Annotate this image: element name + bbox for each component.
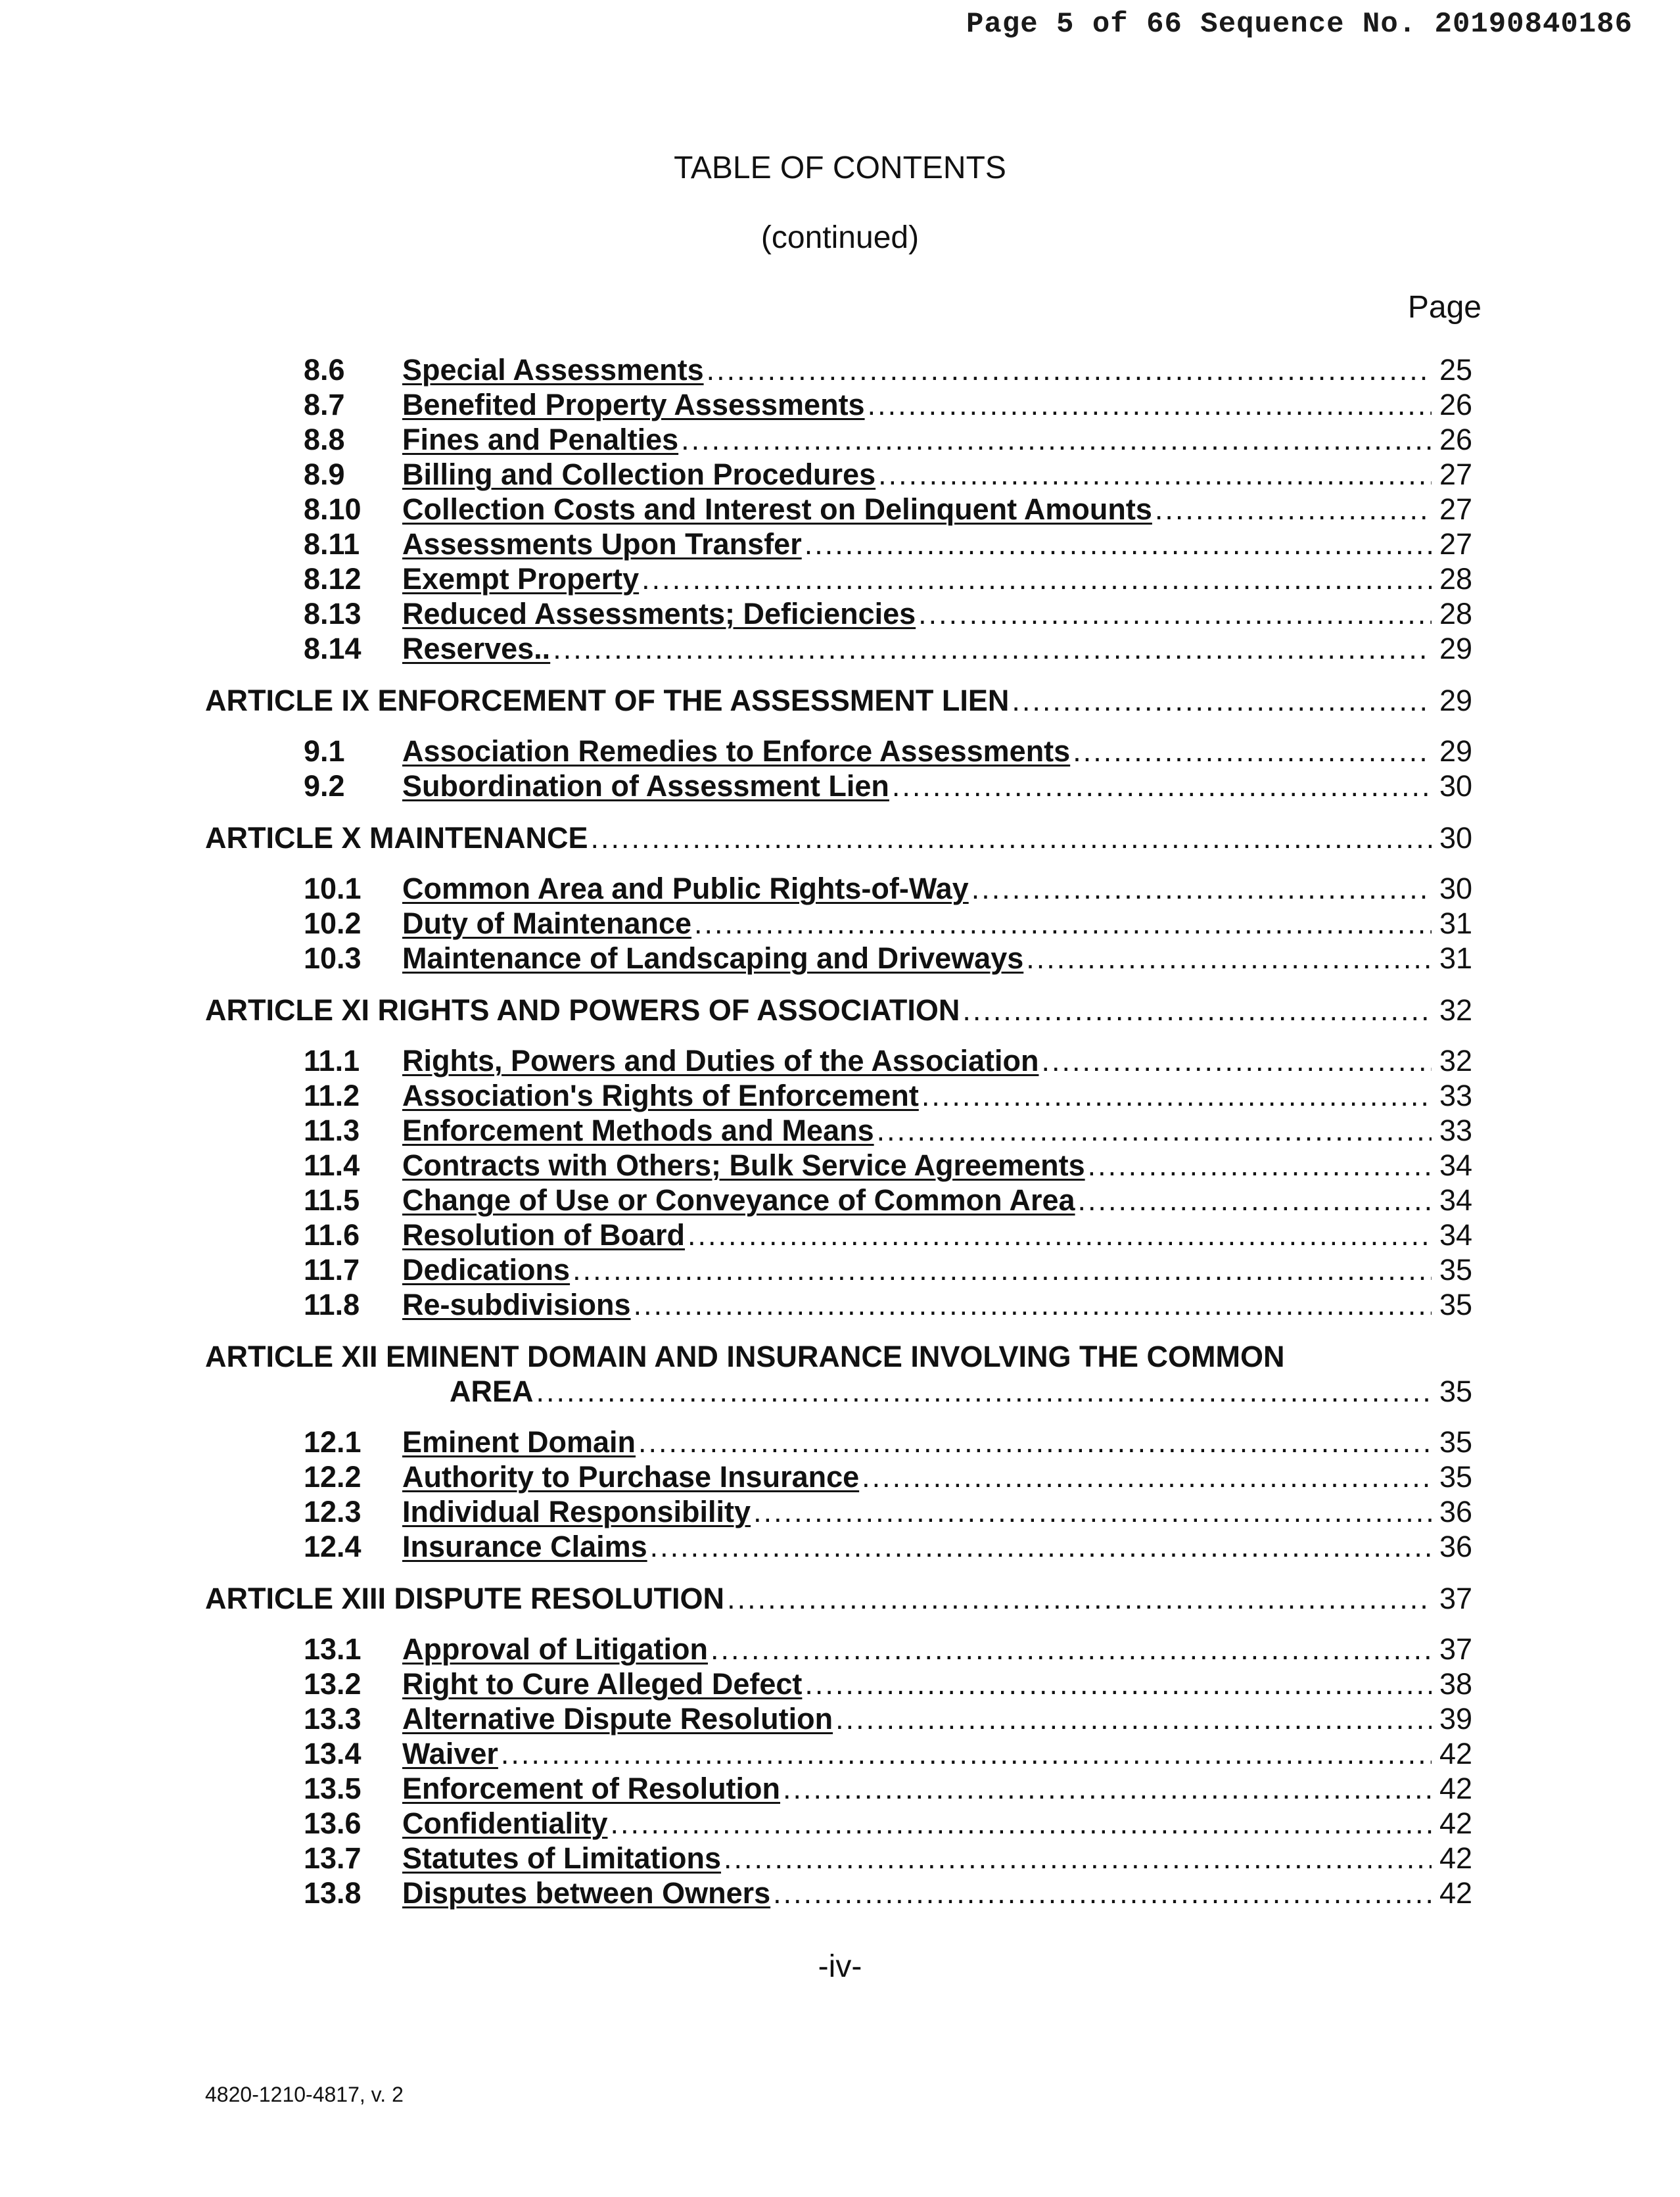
toc-entry[interactable]	[205, 1078, 1472, 1113]
toc-entry-number: 11.4	[304, 1148, 360, 1182]
dot-leader	[638, 1425, 1432, 1459]
toc-entry-title[interactable]: Authority to Purchase Insurance	[402, 1460, 860, 1494]
toc-entry-title[interactable]: Maintenance of Landscaping and Driveways	[402, 941, 1024, 975]
toc-entry-page: 35	[1439, 1253, 1472, 1287]
toc-entry-page: 32	[1439, 1044, 1472, 1077]
toc-group-article-11	[205, 1043, 1472, 1322]
toc-article-page: 37	[1439, 1582, 1472, 1615]
header-page-stamp: Page 5 of 66 Sequence No. 20190840186	[966, 8, 1633, 41]
dot-leader	[918, 596, 1432, 631]
dot-leader	[971, 871, 1432, 906]
toc-entry-page: 33	[1439, 1079, 1472, 1112]
dot-leader	[634, 1287, 1432, 1322]
toc-entry-number: 10.2	[304, 907, 362, 940]
toc-entry-page: 42	[1439, 1876, 1472, 1910]
toc-entry[interactable]	[205, 631, 1472, 666]
toc-entry-page: 34	[1439, 1148, 1472, 1182]
toc-article-title[interactable]: ARTICLE X MAINTENANCE	[205, 821, 588, 855]
toc-entry-page: 39	[1439, 1702, 1472, 1736]
toc-entry-title[interactable]: Right to Cure Alleged Defect	[402, 1667, 803, 1701]
dot-leader	[862, 1459, 1432, 1494]
toc-article-title[interactable]: ARTICLE XI RIGHTS AND POWERS OF ASSOCIATION	[205, 993, 960, 1027]
toc-entry-title[interactable]: Enforcement Methods and Means	[402, 1114, 874, 1147]
dot-leader	[707, 352, 1432, 387]
toc-entry[interactable]	[205, 1736, 1472, 1771]
toc-group-article-12	[205, 1425, 1472, 1564]
toc-group-article-9	[205, 734, 1472, 803]
toc-subtitle: (continued)	[760, 220, 920, 255]
toc-entry-number: 12.2	[304, 1460, 362, 1494]
toc-article-page: 35	[1439, 1375, 1472, 1408]
toc-entry[interactable]	[205, 1771, 1472, 1806]
toc-entry-page: 30	[1439, 872, 1472, 905]
toc-title: TABLE OF CONTENTS	[674, 151, 1006, 185]
toc-article-title[interactable]: ARTICLE XII EMINENT DOMAIN AND INSURANCE INVOLVING THE COMMON	[205, 1340, 1285, 1373]
toc-entry-number: 13.4	[304, 1737, 362, 1770]
dot-leader	[878, 457, 1432, 492]
dot-leader	[1041, 1043, 1432, 1078]
dot-leader	[773, 1876, 1432, 1910]
toc-article-title[interactable]: ARTICLE IX ENFORCEMENT OF THE ASSESSMENT LIEN	[205, 684, 1010, 717]
toc-entry-title[interactable]: Fines and Penalties	[402, 423, 679, 456]
toc-entry-page: 29	[1439, 632, 1472, 665]
toc-entry-number: 13.8	[304, 1876, 362, 1910]
toc-entry[interactable]	[205, 1876, 1472, 1910]
dot-leader	[1088, 1148, 1432, 1183]
toc-entry[interactable]	[205, 1459, 1472, 1494]
page-column-label: Page	[1407, 290, 1482, 325]
toc-entry-number: 13.2	[304, 1667, 362, 1701]
toc-entry[interactable]	[205, 1183, 1472, 1217]
toc-entry[interactable]	[205, 527, 1472, 561]
dot-leader	[650, 1529, 1432, 1564]
toc-entry-page: 27	[1439, 527, 1472, 561]
toc-entry-title[interactable]: Insurance Claims	[402, 1530, 647, 1563]
toc-entry-page: 42	[1439, 1772, 1472, 1805]
toc-entry-page: 42	[1439, 1737, 1472, 1770]
dot-leader	[688, 1217, 1432, 1252]
toc-entry-page: 35	[1439, 1425, 1472, 1459]
toc-entry-title[interactable]: Collection Costs and Interest on Delinquent Amounts	[402, 492, 1152, 526]
toc-entry-number: 10.3	[304, 941, 362, 975]
toc-entry-page: 38	[1439, 1667, 1472, 1701]
dot-leader	[1078, 1183, 1432, 1217]
toc-entry-title[interactable]: Approval of Litigation	[402, 1632, 708, 1666]
toc-entry-page: 36	[1439, 1530, 1472, 1563]
toc-entry[interactable]	[205, 1148, 1472, 1183]
dot-leader	[922, 1078, 1432, 1113]
toc-entry-title[interactable]: Association Remedies to Enforce Assessments	[402, 734, 1071, 768]
toc-entry-title[interactable]: Duty of Maintenance	[402, 907, 692, 940]
toc-entry[interactable]	[205, 1529, 1472, 1564]
dot-leader	[711, 1632, 1432, 1666]
dot-leader	[1026, 941, 1432, 976]
toc-entry-number: 11.8	[304, 1288, 360, 1321]
toc-entry-number: 13.1	[304, 1632, 362, 1666]
toc-entry-number: 8.13	[304, 597, 362, 630]
document-id: 4820-1210-4817, v. 2	[205, 2083, 404, 2106]
dot-leader	[962, 993, 1432, 1028]
toc-entry-title[interactable]: Rights, Powers and Duties of the Association	[402, 1044, 1039, 1077]
toc-article-title-continued[interactable]: AREA	[450, 1375, 534, 1408]
toc-entry-title[interactable]: Disputes between Owners	[402, 1876, 771, 1910]
toc-entry-number: 11.5	[304, 1183, 360, 1217]
toc-entry-page: 30	[1439, 769, 1472, 803]
toc-list	[205, 352, 1472, 1910]
toc-entry-title[interactable]: Special Assessments	[402, 353, 704, 387]
dot-leader	[611, 1806, 1432, 1841]
toc-entry-title[interactable]: Waiver	[402, 1737, 498, 1770]
dot-leader	[591, 820, 1432, 855]
toc-entry[interactable]	[205, 768, 1472, 803]
toc-entry[interactable]	[205, 561, 1472, 596]
dot-leader	[694, 906, 1432, 941]
toc-group-article-8	[205, 352, 1472, 666]
toc-entry-number: 8.9	[304, 458, 345, 491]
toc-entry-title[interactable]: Association's Rights of Enforcement	[402, 1079, 919, 1112]
toc-entry-page: 34	[1439, 1183, 1472, 1217]
toc-entry[interactable]	[205, 596, 1472, 631]
toc-article-9[interactable]	[205, 683, 1472, 718]
toc-entry-title[interactable]: Contracts with Others; Bulk Service Agreements	[402, 1148, 1085, 1182]
dot-leader	[892, 768, 1432, 803]
dot-leader	[753, 1494, 1432, 1529]
dot-leader	[1073, 734, 1432, 768]
toc-entry[interactable]	[205, 1425, 1472, 1459]
toc-entry-page: 35	[1439, 1460, 1472, 1494]
toc-entry-number: 12.4	[304, 1530, 362, 1563]
toc-group-article-13	[205, 1632, 1472, 1910]
toc-entry-number: 10.1	[304, 872, 362, 905]
toc-entry-number: 11.6	[304, 1218, 360, 1252]
toc-article-11[interactable]	[205, 993, 1472, 1028]
toc-entry-page: 35	[1439, 1288, 1472, 1321]
toc-entry[interactable]	[205, 1217, 1472, 1252]
toc-entry-number: 12.1	[304, 1425, 362, 1459]
toc-entry-title[interactable]: Reduced Assessments; Deficiencies	[402, 597, 916, 630]
dot-leader	[1012, 683, 1432, 718]
toc-entry-title[interactable]: Re-subdivisions	[402, 1288, 631, 1321]
toc-entry[interactable]	[205, 1806, 1472, 1841]
toc-article-page: 30	[1439, 821, 1472, 855]
toc-entry-page: 42	[1439, 1841, 1472, 1875]
toc-entry[interactable]	[205, 1632, 1472, 1666]
toc-entry-page: 27	[1439, 458, 1472, 491]
toc-entry-title[interactable]: Exempt Property	[402, 562, 640, 596]
toc-entry-page: 33	[1439, 1114, 1472, 1147]
toc-entry[interactable]	[205, 422, 1472, 457]
toc-entry-title[interactable]: Eminent Domain	[402, 1425, 636, 1459]
toc-entry-page: 25	[1439, 353, 1472, 387]
toc-entry-title[interactable]: Enforcement of Resolution	[402, 1772, 781, 1805]
toc-entry-page: 26	[1439, 388, 1472, 421]
toc-group-article-10	[205, 871, 1472, 976]
dot-leader	[572, 1252, 1432, 1287]
dot-leader	[835, 1701, 1432, 1736]
toc-entry-number: 11.7	[304, 1253, 360, 1287]
dot-leader	[868, 387, 1432, 422]
toc-entry[interactable]	[205, 941, 1472, 976]
toc-entry-page: 31	[1439, 941, 1472, 975]
toc-entry[interactable]	[205, 1043, 1472, 1078]
toc-entry-title[interactable]: Subordination of Assessment Lien	[402, 769, 889, 803]
toc-entry[interactable]	[205, 352, 1472, 387]
toc-entry-page: 36	[1439, 1495, 1472, 1528]
toc-entry-page: 34	[1439, 1218, 1472, 1252]
toc-entry-page: 29	[1439, 734, 1472, 768]
toc-entry-title[interactable]: Common Area and Public Rights-of-Way	[402, 872, 969, 905]
toc-entry[interactable]	[205, 906, 1472, 941]
toc-entry[interactable]	[205, 1701, 1472, 1736]
toc-entry[interactable]	[205, 871, 1472, 906]
toc-article-title[interactable]: ARTICLE XIII DISPUTE RESOLUTION	[205, 1582, 725, 1615]
dot-leader	[724, 1841, 1432, 1876]
dot-leader	[536, 1374, 1432, 1409]
toc-entry-number: 11.2	[304, 1079, 360, 1112]
toc-entry-title[interactable]: Reserves..	[402, 632, 551, 665]
toc-article-page: 29	[1439, 684, 1472, 717]
toc-entry-page: 42	[1439, 1807, 1472, 1840]
toc-entry-number: 8.10	[304, 492, 362, 526]
toc-entry[interactable]	[205, 734, 1472, 768]
toc-entry-number: 8.7	[304, 388, 345, 421]
dot-leader	[501, 1736, 1432, 1771]
toc-entry[interactable]	[205, 1113, 1472, 1148]
toc-entry-number: 8.12	[304, 562, 362, 596]
toc-entry[interactable]	[205, 1666, 1472, 1701]
toc-entry-title[interactable]: Statutes of Limitations	[402, 1841, 722, 1875]
footer-page-number: -iv-	[818, 1949, 862, 1984]
toc-article-13[interactable]	[205, 1581, 1472, 1616]
dot-leader	[727, 1581, 1432, 1616]
toc-entry-number: 13.5	[304, 1772, 362, 1805]
toc-entry-page: 26	[1439, 423, 1472, 456]
dot-leader	[805, 527, 1432, 561]
dot-leader	[681, 422, 1432, 457]
dot-leader	[642, 561, 1432, 596]
toc-entry[interactable]	[205, 1287, 1472, 1322]
toc-entry-number: 13.7	[304, 1841, 362, 1875]
toc-entry-number: 9.1	[304, 734, 345, 768]
toc-article-12[interactable]	[205, 1339, 1472, 1409]
toc-entry-title[interactable]: Confidentiality	[402, 1807, 608, 1840]
toc-entry-title[interactable]: Dedications	[402, 1253, 571, 1287]
toc-entry-title[interactable]: Benefited Property Assessments	[402, 388, 865, 421]
toc-entry-number: 11.1	[304, 1044, 360, 1077]
toc-entry-title[interactable]: Billing and Collection Procedures	[402, 458, 876, 491]
toc-entry-title[interactable]: Individual Responsibility	[402, 1495, 751, 1528]
toc-entry[interactable]	[205, 1252, 1472, 1287]
toc-entry[interactable]	[205, 492, 1472, 527]
toc-entry-number: 8.11	[304, 527, 360, 561]
toc-entry[interactable]	[205, 387, 1472, 422]
dot-leader	[553, 631, 1432, 666]
toc-entry[interactable]	[205, 1494, 1472, 1529]
toc-entry-title[interactable]: Alternative Dispute Resolution	[402, 1702, 833, 1736]
dot-leader	[877, 1113, 1432, 1148]
dot-leader	[1155, 492, 1432, 527]
toc-entry-page: 28	[1439, 562, 1472, 596]
toc-entry-number: 9.2	[304, 769, 345, 803]
toc-entry-page: 28	[1439, 597, 1472, 630]
toc-entry-page: 31	[1439, 907, 1472, 940]
toc-entry-number: 8.8	[304, 423, 345, 456]
toc-entry-number: 13.6	[304, 1807, 362, 1840]
toc-entry[interactable]	[205, 1841, 1472, 1876]
dot-leader	[805, 1666, 1432, 1701]
toc-entry-page: 27	[1439, 492, 1472, 526]
toc-entry-number: 8.6	[304, 353, 345, 387]
toc-entry-number: 8.14	[304, 632, 362, 665]
toc-entry-title[interactable]: Assessments Upon Transfer	[402, 527, 802, 561]
toc-article-page: 32	[1439, 993, 1472, 1027]
toc-entry-title[interactable]: Resolution of Board	[402, 1218, 685, 1252]
toc-entry-number: 12.3	[304, 1495, 362, 1528]
toc-entry-page: 37	[1439, 1632, 1472, 1666]
toc-article-10[interactable]	[205, 820, 1472, 855]
toc-entry[interactable]	[205, 457, 1472, 492]
dot-leader	[783, 1771, 1432, 1806]
toc-entry-number: 13.3	[304, 1702, 362, 1736]
toc-entry-number: 11.3	[304, 1114, 360, 1147]
toc-entry-title[interactable]: Change of Use or Conveyance of Common Area	[402, 1183, 1075, 1217]
